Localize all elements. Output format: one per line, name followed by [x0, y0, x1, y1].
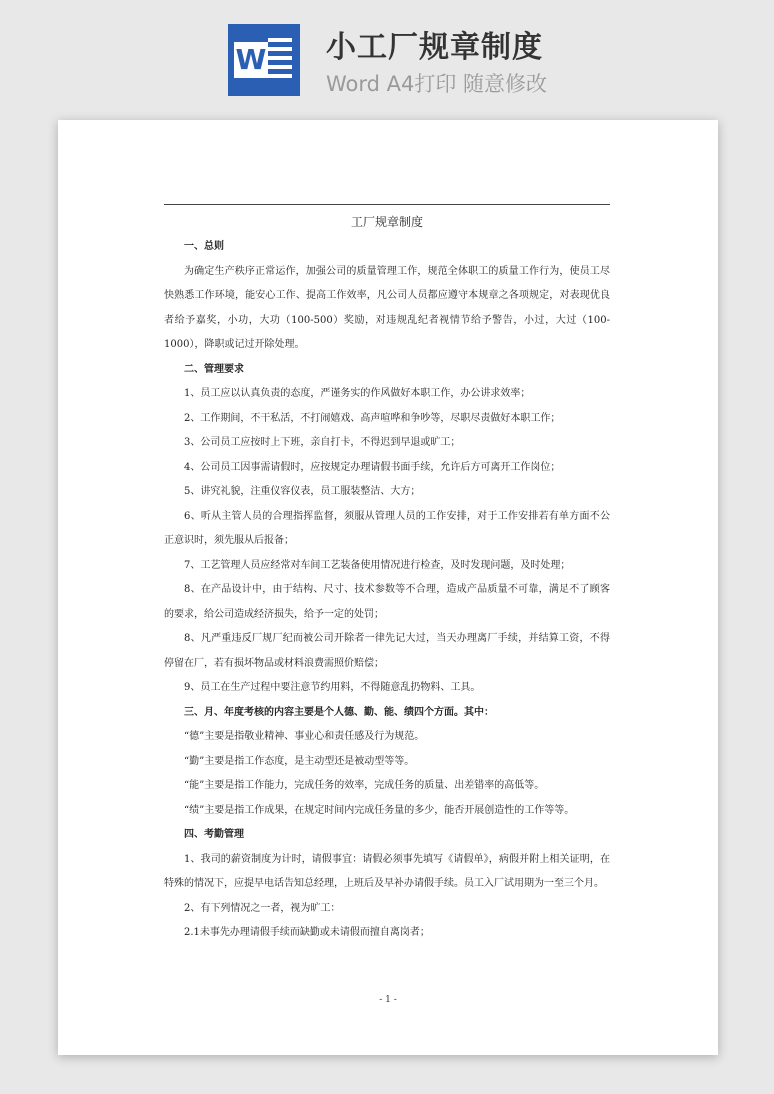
- body-paragraph: 9、员工在生产过程中要注意节约用料，不得随意乱扔物料、工具。: [184, 682, 481, 693]
- banner-subtitle: Word A4打印 随意修改: [326, 72, 548, 96]
- section-heading: 四、考勤管理: [184, 829, 244, 840]
- body-paragraph: 2、有下列情况之一者，视为旷工：: [184, 902, 341, 914]
- document-content: [164, 204, 610, 946]
- section-heading: 三、月、年度考核的内容主要是个人德、勤、能、绩四个方面。其中：: [184, 706, 494, 718]
- body-paragraph: 7、工艺管理人员应经常对车间工艺装备使用情况进行检查，及时发现问题，及时处理；: [184, 559, 571, 571]
- document-title: 工厂规章制度: [350, 215, 423, 229]
- body-paragraph: 1、我司的薪资制度为计时，请假事宜：请假必须事先填写《请假单》，病假并附上相关证明，在特殊的情况下，应提早电话告知总经理，上班后及早补办请假手续。员工入厂试用期为一至三个月。: [164, 853, 610, 889]
- header-rule: [164, 204, 610, 205]
- body-paragraph: 2.1未事先办理请假手续而缺勤或未请假而擅自离岗者；: [184, 927, 430, 938]
- body-paragraph: 2、工作期间，不干私活，不打闹嬉戏、高声喧哗和争吵等，尽职尽责做好本职工作；: [184, 412, 561, 424]
- word-document-icon: [228, 24, 300, 96]
- body-paragraph: “勤”主要是指工作态度，是主动型还是被动型等等。: [184, 755, 415, 767]
- body-paragraph: “绩”主要是指工作成果，在规定时间内完成任务量的多少，能否开展创造性的工作等等。: [184, 804, 575, 816]
- body-paragraph: 8、凡严重违反厂规厂纪而被公司开除者一律先记大过，当天办理离厂手续，并结算工资，不得停留在厂，若有损坏物品或材料浪费需照价赔偿；: [164, 633, 610, 669]
- body-paragraph: 8、在产品设计中，由于结构、尺寸、技术参数等不合理，造成产品质量不可靠，满足不了顾客的要求，给公司造成经济损失，给予一定的处罚；: [164, 584, 610, 620]
- page-number: - 1 -: [379, 995, 397, 1005]
- body-paragraph: 为确定生产秩序正常运作，加强公司的质量管理工作，规范全体职工的质量工作行为，使员工尽快熟悉工作环境，能安心工作、提高工作效率，凡公司人员都应遵守本规章之各项规定，对表现优良者给予嘉奖，小功，大功（100-500）奖励，对违规乱纪者视情节给予警告，小过，大过（100-1000），降职或记过开除处理。: [164, 265, 610, 350]
- body-paragraph: “德”主要是指敬业精神、事业心和责任感及行为规范。: [184, 731, 425, 742]
- word-icon-letter: W: [235, 43, 267, 76]
- document-body: [164, 235, 610, 946]
- body-paragraph: 3、公司员工应按时上下班，亲自打卡，不得迟到早退或旷工；: [184, 437, 461, 448]
- body-paragraph: 6、听从主管人员的合理指挥监督，须服从管理人员的工作安排，对于工作安排若有单方面不公正意识时，须先服从后报备；: [164, 510, 610, 546]
- body-paragraph: “能”主要是指工作能力，完成任务的效率，完成任务的质量、出差错率的高低等。: [184, 780, 545, 791]
- section-heading: 一、总则: [184, 241, 224, 252]
- banner-title: 小工厂规章制度: [326, 30, 543, 65]
- body-paragraph: 5、讲究礼貌，注重仪容仪表，员工服装整洁、大方；: [184, 486, 421, 497]
- body-paragraph: 4、公司员工因事需请假时，应按规定办理请假书面手续，允许后方可离开工作岗位；: [184, 461, 561, 473]
- document-page: [58, 120, 718, 1055]
- section-heading: 二、管理要求: [184, 363, 244, 375]
- body-paragraph: 1、员工应以认真负责的态度，严谨务实的作风做好本职工作，办公讲求效率；: [184, 388, 531, 399]
- header-banner: [0, 0, 774, 118]
